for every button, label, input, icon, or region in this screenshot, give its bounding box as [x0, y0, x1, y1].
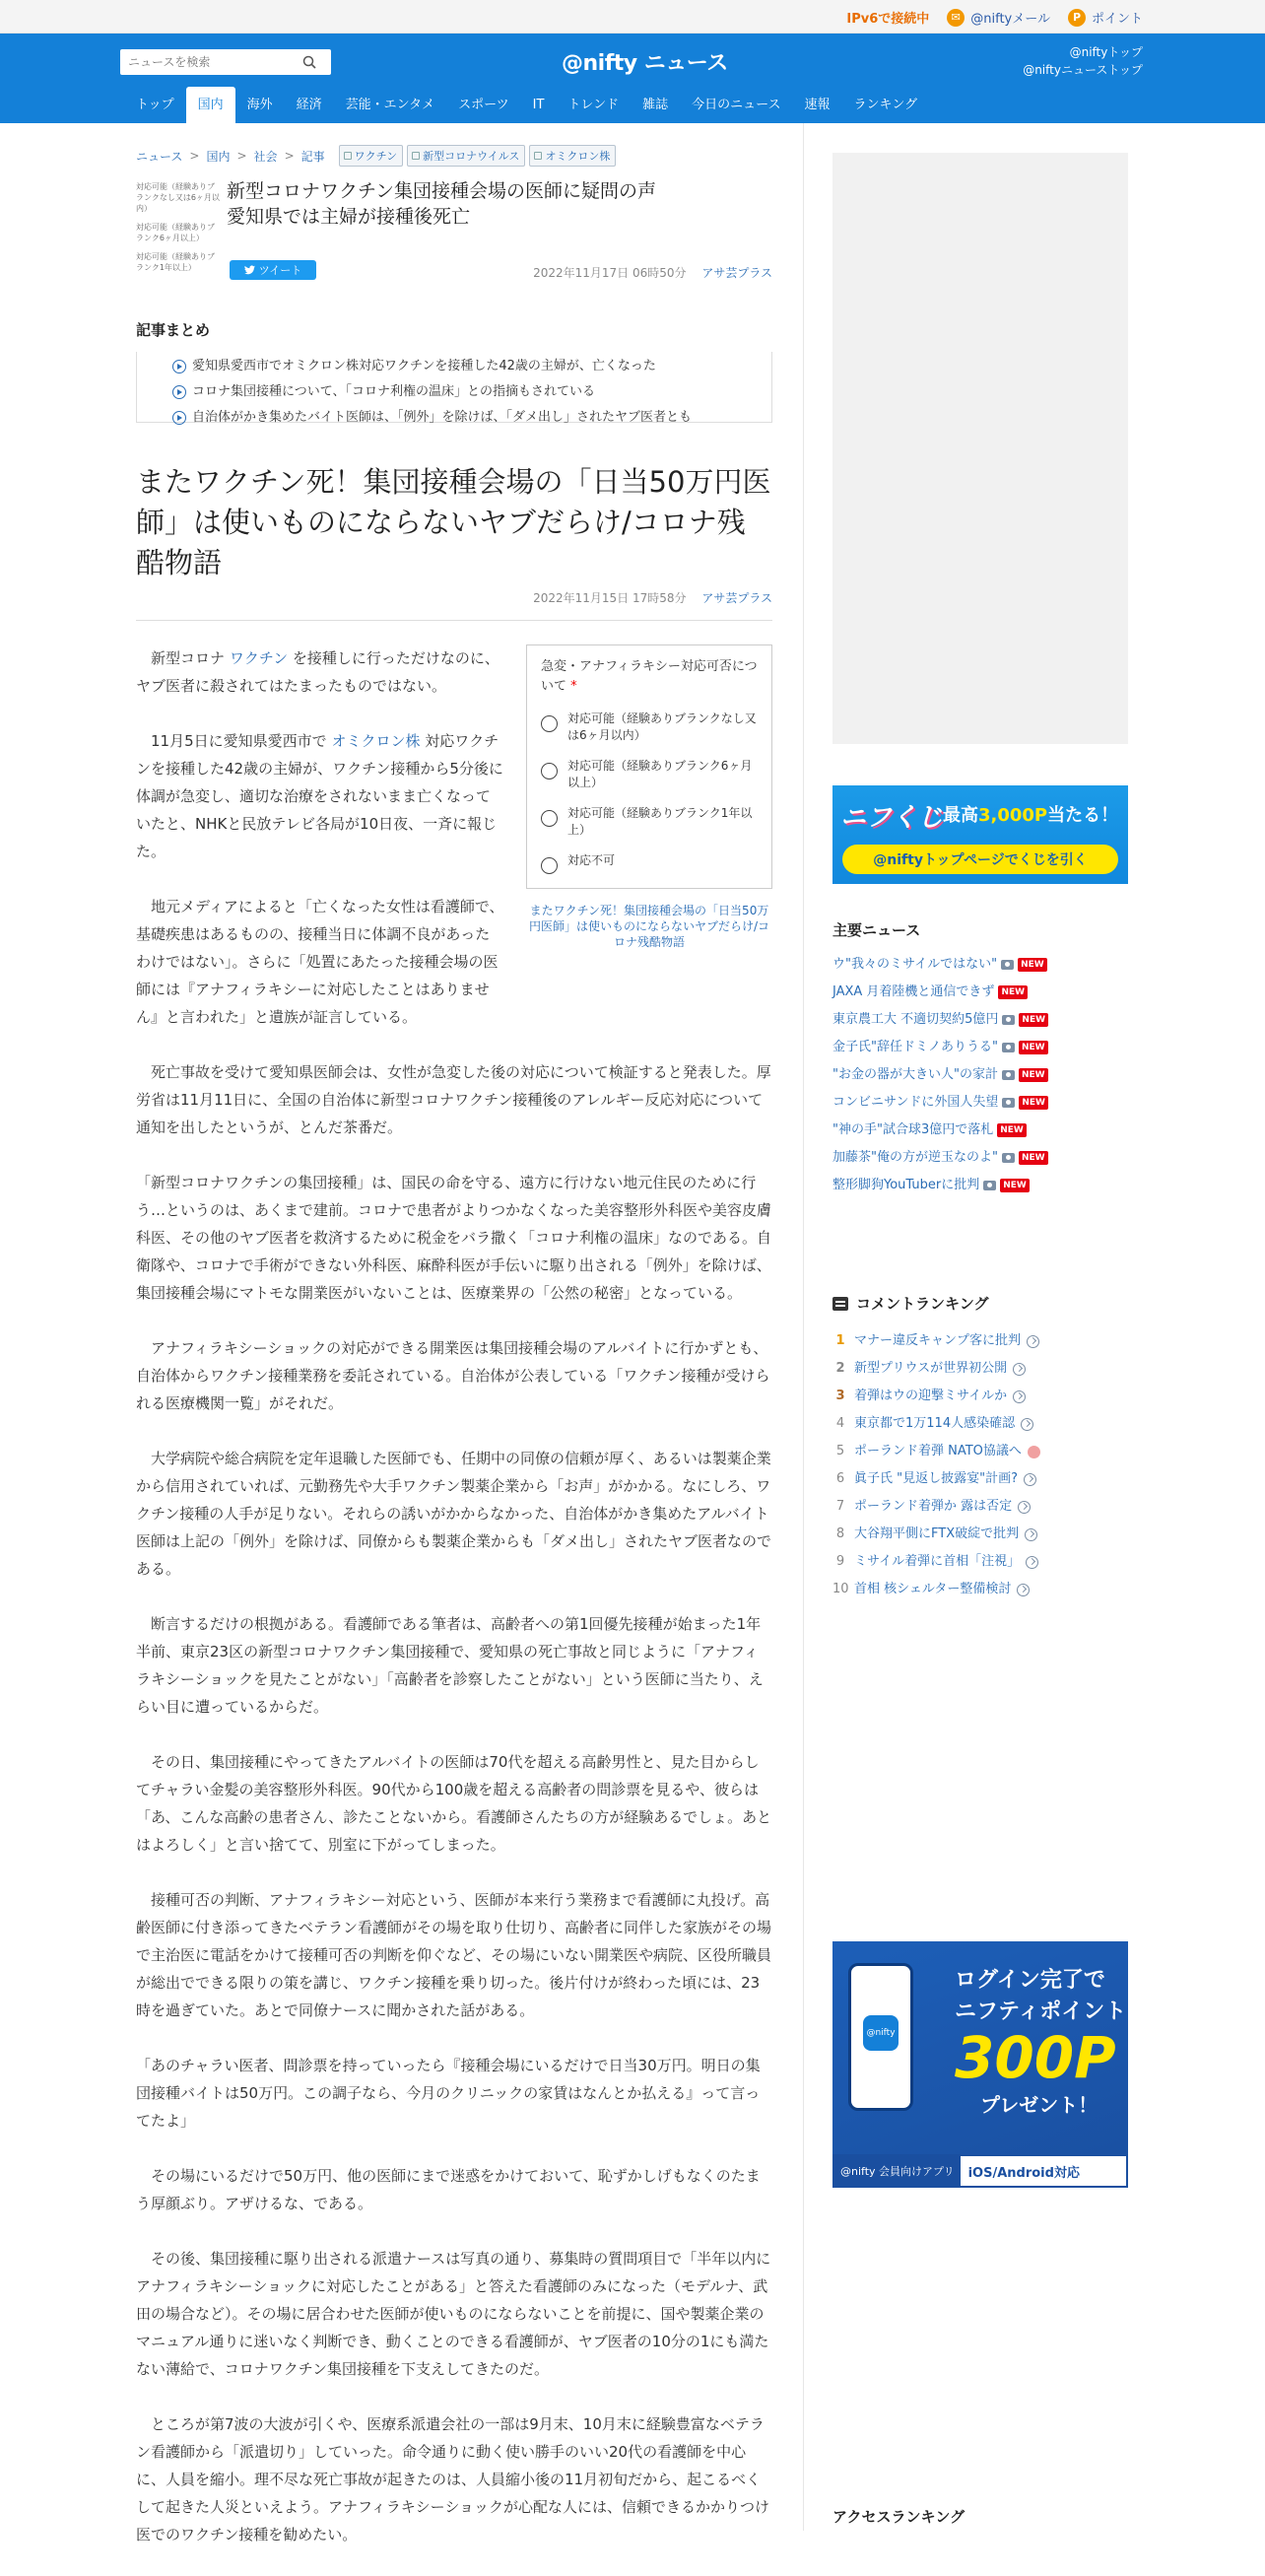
rank-number: 1 — [835, 1333, 845, 1348]
tag-label: オミクロン株 — [545, 150, 611, 163]
related-title-line1[interactable]: 新型コロナワクチン集団接種会場の医師に疑問の声 — [227, 180, 657, 202]
kuji-title: ニフくじ — [840, 803, 944, 833]
comment-icon — [832, 1297, 848, 1311]
article-image-poll[interactable] — [526, 644, 772, 950]
chevron-right-icon — [1013, 1363, 1026, 1376]
paragraph: 大学病院や総合病院を定年退職した医師でも、任期中の同僚の信頼が厚く、あるいは製薬企業から信用されていれば、元勤務先や大手ワクチン製薬企業から「お声」がかかる。なにしろ、ワクチン接種の人手が足りない。それらの誘いがかからなかった、自治体がかき集めたアルバイト医師は上記の「例外」を除けば、同僚からも製薬企業からも「ダメ出し」されたヤブ医者なのである。 — [136, 1450, 772, 1578]
rank-number: 9 — [835, 1554, 845, 1569]
nav-tab[interactable]: 国内 — [186, 87, 235, 123]
nifty-news-top-link[interactable]: @niftyニューストップ — [1023, 63, 1143, 77]
new-badge: NEW — [1000, 1179, 1030, 1192]
ranking-link[interactable]: ポーランド着弾か 露は否定 — [854, 1499, 1013, 1514]
news-item[interactable] — [832, 979, 1128, 1006]
news-item[interactable] — [832, 1006, 1128, 1034]
camera-icon — [1002, 1070, 1015, 1080]
new-badge: NEW — [1018, 958, 1047, 972]
phone-illustration — [848, 1963, 913, 2111]
article-source-link[interactable]: アサ芸プラス — [701, 591, 772, 605]
article-date: 2022年11月15日 17時58分 — [533, 591, 687, 605]
radio-button[interactable] — [541, 715, 558, 732]
camera-icon — [1002, 1043, 1015, 1052]
ranking-link[interactable]: 新型プリウスが世界初公開 — [854, 1361, 1008, 1376]
nav-tab[interactable]: 速報 — [804, 98, 831, 112]
paragraph: ところが第7波の大波が引くや、医療系派遣会社の一部は9月末、10月末に経験豊富なベテラン看護師から「派遣切り」していった。命令通りに動く使い勝手のいい20代の看護師を中心に、人員を縮小。理不尽な死亡事故が起きたのは、人員縮小後の11月初旬だから、起こるべくして起きた人災といえよう。アナフィラキシーショックが心配な人には、信頼できるかかりつけ医でのワクチン接種を勧めたい。 — [136, 2415, 770, 2543]
image-caption[interactable]: またワクチン死！集団接種会場の「日当50万円医師」は使いものにならないヤブだらけ/コロナ残酷物語 — [528, 904, 770, 949]
app-icon: @nifty — [863, 2015, 899, 2051]
main-news-heading: 主要ニュース — [832, 921, 921, 939]
tweet-button[interactable] — [230, 260, 316, 280]
paragraph: その後、集団接種に駆り出される派遣ナースは写真の通り、募集時の質問項目で「半年以内にアナフィラキシーショックに対応したことがある」と答えた看護師のみになった（モデルナ、武田の場合など）。その場に居合わせた医師が使いものにならないことを前提に、国や製薬企業のマニュアル通りに迷いなく判断でき、動くことのできる看護師が、ヤブ医者の10分の1にも満たない薄給で、コロナワクチン集団接種を下支えしてきたのだ。 — [136, 2250, 771, 2378]
paragraph: 「あのチャラい医者、問診票を持っていったら『接種会場にいるだけで日当30万円。明日の集団接種バイトは50万円。この調子なら、今月のクリニックの家賃はなんとか払える』って言ってたよ」 — [136, 2057, 761, 2130]
breadcrumb-separator: > — [284, 149, 295, 163]
related-source-link[interactable]: アサ芸プラス — [701, 266, 772, 280]
ranking-item[interactable] — [832, 1465, 1128, 1493]
rank-number: 8 — [835, 1526, 845, 1541]
chevron-right-icon — [1017, 1584, 1030, 1596]
paragraph: 断言するだけの根拠がある。看護師である筆者は、高齢者への第1回優先接種が始まった1年半前、東京23区の新型コロナワクチン集団接種で、愛知県の死亡事故と同じように「アナフィラキシーショックを見たことがない」「高齢者を診察したことがない」という医師に当たり、えらい目に遭っているからだ。 — [136, 1615, 764, 1716]
summary-heading: 記事まとめ — [136, 321, 211, 339]
nav-tab[interactable]: スポーツ — [458, 98, 509, 112]
news-link[interactable]: コンビニサンドに外国人失望 — [832, 1095, 999, 1110]
paragraph: 接種可否の判断、アナフィラキシー対応という、医師が本来行う業務まで看護師に丸投げ。高齢医師に付き添ってきたベテラン看護師がその場を取り仕切り、高齢者に同伴した家族がその場で主治医に電話をかけて接種可否の判断を仰ぐなど、その場にいない開業医や病院、区役所職員が総出でできる限りの策を講じ、ワクチン接種を乗り切った。後片付けが終わった頃には、23時を過ぎていた。あとで同僚ナースに聞かされた話がある。 — [136, 1891, 772, 2019]
ranking-item[interactable] — [832, 1355, 1128, 1383]
poll-option-label: 対応可能（経験ありブランクなし又は6ヶ月以内） — [567, 712, 757, 742]
chevron-right-icon — [1018, 1501, 1031, 1514]
tag-chip[interactable] — [339, 145, 403, 167]
nifty-mail-link[interactable] — [947, 8, 1050, 27]
main-news-list — [832, 951, 1128, 1199]
breadcrumb — [136, 145, 616, 167]
login-banner-points: 300P — [955, 2024, 1116, 2091]
point-label: ポイント — [1091, 12, 1143, 27]
ranking-link[interactable]: ポーランド着弾 NATO協議へ — [854, 1444, 1022, 1458]
ranking-item[interactable] — [832, 1327, 1128, 1355]
new-badge: NEW — [1019, 1096, 1048, 1110]
ranking-link[interactable]: 首相 核シェルター整備検討 — [854, 1582, 1012, 1596]
paragraph: 死亡事故を受けて愛知県医師会は、女性が急変した後の対応について検証すると発表した。厚労省は11月11日に、全国の自治体に新型コロナワクチン接種後のアレルギー反応対応について通知を出したというが、とんだ茶番だ。 — [136, 1063, 771, 1136]
radio-button[interactable] — [541, 763, 558, 780]
ranking-item[interactable] — [832, 1521, 1128, 1548]
summary-item[interactable] — [172, 405, 771, 431]
thumb-text: 対応可能（経験ありブランクなし又は6ヶ月以内） — [136, 182, 220, 213]
related-date-line — [533, 264, 772, 281]
ranking-item[interactable] — [832, 1438, 1128, 1465]
login-banner-text: ニフティポイント — [955, 2000, 1127, 2024]
camera-icon — [1002, 1098, 1015, 1108]
login-campaign-banner[interactable] — [832, 1941, 1128, 2188]
ranking-link[interactable]: マナー違反キャンプ客に批判 — [854, 1333, 1022, 1348]
nifukuji-banner[interactable] — [832, 785, 1128, 884]
related-article-title[interactable] — [227, 178, 749, 230]
camera-icon — [1001, 960, 1014, 970]
login-banner-text: プレゼント！ — [980, 2093, 1099, 2117]
site-logo[interactable]: @nifty ニュース — [562, 51, 728, 76]
tag-list — [339, 145, 617, 167]
keyword-link-omicron[interactable]: オミクロン株 — [331, 732, 421, 750]
summary-box — [136, 352, 772, 423]
article-date-line — [533, 589, 772, 606]
mail-label: @niftyメール — [970, 12, 1050, 27]
breadcrumb-separator: > — [236, 149, 247, 163]
divider — [136, 620, 772, 621]
poll-option[interactable] — [541, 711, 758, 744]
play-arrow-icon — [172, 360, 186, 373]
ranking-link[interactable]: 眞子氏 "見返し披露宴"計画? — [854, 1471, 1018, 1486]
paragraph: その場にいるだけで50万円、他の医師にまで迷惑をかけておいて、恥ずかしげもなくのたまう厚顔ぶり。アザけるな、である。 — [136, 2167, 761, 2212]
nav-tab[interactable]: ランキング — [853, 98, 918, 112]
mail-icon: ✉ — [947, 9, 965, 27]
new-badge: NEW — [1019, 1151, 1048, 1165]
news-item[interactable] — [832, 1117, 1128, 1144]
summary-item[interactable] — [172, 354, 771, 379]
site-header — [0, 34, 1265, 123]
play-arrow-icon — [172, 411, 186, 425]
new-badge: NEW — [1019, 1068, 1048, 1082]
news-item[interactable] — [832, 1034, 1128, 1061]
chevron-right-icon — [1025, 1528, 1037, 1541]
paragraph: アナフィラキシーショックの対応ができる開業医は集団接種会場のアルバイトに行かずとも、自治体からワクチン接種業務を委託されている。自治体が公表している「ワクチン接種が受けられる医療機関一覧」がそれだ。 — [136, 1339, 770, 1412]
rank-number: 5 — [835, 1444, 845, 1458]
summary-text: 自治体がかき集めたバイト医師は、「例外」を除けば、「ダメ出し」されたヤブ医者とも — [192, 410, 693, 425]
related-thumbnail[interactable] — [136, 181, 221, 281]
utility-bar — [0, 0, 1265, 34]
category-nav — [124, 87, 929, 123]
column-divider — [803, 123, 804, 2531]
ranking-link[interactable]: 着弾はウの迎撃ミサイルか — [854, 1389, 1008, 1403]
search-input[interactable] — [120, 50, 298, 74]
poll-box — [526, 644, 772, 889]
chevron-right-icon — [1024, 1473, 1036, 1486]
tag-label: 新型コロナウイルス — [423, 150, 520, 163]
chevron-right-icon — [1013, 1390, 1026, 1403]
new-badge: NEW — [998, 985, 1028, 999]
poll-option[interactable] — [541, 805, 758, 839]
tag-label: ワクチン — [354, 150, 398, 163]
poll-option-label: 対応可能（経験ありブランク6ヶ月以上） — [567, 759, 753, 789]
news-link[interactable]: 金子氏"辞任ドミノありうる" — [832, 1040, 998, 1054]
article-title: またワクチン死！集団接種会場の「日当50万円医師」は使いものにならないヤブだらけ/コロナ残酷物語 — [136, 465, 771, 579]
tag-chip[interactable] — [407, 145, 525, 167]
chevron-right-icon — [1026, 1556, 1038, 1569]
new-badge: NEW — [1019, 1013, 1048, 1027]
nav-tab[interactable]: 芸能・エンタメ — [345, 98, 435, 112]
play-arrow-icon — [172, 385, 186, 399]
breadcrumb-item[interactable]: 国内 — [206, 149, 231, 164]
kuji-button: @niftyトップページでくじを引く — [842, 845, 1118, 874]
rank-number: 3 — [835, 1389, 845, 1403]
news-link[interactable]: ウ"我々のミサイルではない" — [832, 957, 998, 972]
tag-icon — [344, 152, 352, 160]
twitter-icon — [244, 265, 255, 275]
rank-number: 2 — [835, 1361, 845, 1376]
rank-number: 7 — [835, 1499, 845, 1514]
tag-icon — [534, 152, 542, 160]
rank-number: 6 — [835, 1471, 845, 1486]
ranking-item[interactable] — [832, 1493, 1128, 1521]
news-item[interactable] — [832, 1144, 1128, 1172]
paragraph: 新型コロナ ワクチン を接種しに行っただけなのに、ヤブ医者に殺されてはたまったものではない。 — [136, 649, 499, 695]
poll-question: 急変・アナフィラキシー対応可否について * — [541, 659, 758, 694]
poll-option[interactable] — [541, 852, 758, 874]
rank-number: 4 — [835, 1416, 845, 1431]
chevron-right-icon — [1027, 1335, 1039, 1348]
news-link[interactable]: "お金の器が大きい人"の家計 — [832, 1067, 998, 1082]
kuji-sub: 最高3,000P当たる！ — [943, 805, 1119, 826]
news-link[interactable]: 加藤茶"俺の方が逆玉なのよ" — [832, 1150, 998, 1165]
nav-tab[interactable]: IT — [532, 98, 545, 112]
radio-button[interactable] — [541, 810, 558, 827]
thumb-text: 対応可能（経験ありブランク6ヶ月以上） — [136, 223, 215, 242]
access-ranking-heading: アクセスランキング — [832, 2508, 965, 2526]
login-banner-text: ログイン完了で — [955, 1968, 1105, 1993]
comment-ranking-heading: コメントランキング — [832, 1293, 989, 1314]
news-item[interactable] — [832, 951, 1128, 979]
ranking-item[interactable] — [832, 1410, 1128, 1438]
ranking-link[interactable]: 東京都で1万114人感染確認 — [854, 1416, 1016, 1431]
summary-item[interactable] — [172, 379, 771, 405]
ad-placeholder — [832, 153, 1128, 744]
breadcrumb-item[interactable]: ニュース — [136, 149, 183, 164]
radio-button[interactable] — [541, 857, 558, 874]
news-item[interactable] — [832, 1172, 1128, 1199]
poll-option-label: 対応不可 — [567, 853, 616, 867]
camera-icon — [983, 1181, 996, 1190]
ranking-item[interactable] — [832, 1548, 1128, 1576]
ranking-link[interactable]: ミサイル着弾に首相「注視」 — [854, 1554, 1021, 1569]
comment-ranking-list — [832, 1327, 1128, 1603]
login-banner-footer: @nifty 会員向けアプリ iOS/Android対応 — [832, 2154, 1128, 2188]
ranking-item[interactable] — [832, 1576, 1128, 1603]
nav-tab[interactable]: 経済 — [296, 98, 322, 112]
breadcrumb-separator: > — [189, 149, 200, 163]
point-icon: P — [1068, 9, 1086, 27]
camera-icon — [1002, 1153, 1015, 1163]
news-item[interactable] — [832, 1061, 1128, 1089]
news-link[interactable]: 東京農工大 不適切契約5億円 — [832, 1012, 999, 1027]
breadcrumb-item[interactable]: 記事 — [300, 149, 325, 164]
new-badge: NEW — [997, 1123, 1027, 1137]
summary-text: コロナ集団接種について、「コロナ利権の温床」との指摘もされている — [192, 384, 595, 399]
paragraph: 11月5日に愛知県愛西市で オミクロン株 対応ワクチンを接種した42歳の主婦が、ワクチン接種から5分後に体調が急変し、適切な治療をされないまま亡くなっていたと、NHKと民放テレビ各局が10日夜、一斉に報じた。 — [136, 732, 503, 860]
ranking-link[interactable]: 大谷翔平側にFTX破綻で批判 — [854, 1526, 1020, 1541]
nav-tab[interactable]: トレンド — [567, 98, 620, 112]
camera-icon — [1002, 1015, 1015, 1025]
search-box — [120, 49, 331, 75]
poll-option[interactable] — [541, 758, 758, 791]
poll-option-label: 対応可能（経験ありブランク1年以上） — [567, 806, 753, 837]
top-links — [1023, 43, 1143, 79]
news-link[interactable]: JAXA 月着陸機と通信できず — [832, 984, 995, 999]
rank-number: 10 — [832, 1582, 849, 1596]
ipv6-status: IPv6で接続中 — [846, 12, 930, 27]
summary-text: 愛知県愛西市でオミクロン株対応ワクチンを接種した42歳の主婦が、亡くなった — [192, 359, 656, 373]
tag-icon — [412, 152, 420, 160]
alert-icon — [1028, 1446, 1040, 1458]
nav-tab[interactable]: 海外 — [246, 98, 273, 112]
tag-chip[interactable] — [529, 145, 616, 167]
paragraph: その日、集団接種にやってきたアルバイトの医師は70代を超える高齢男性と、見た目からしてチャラい金髪の美容整形外科医。90代から100歳を超える高齢者の問診票を見るや、彼らは「あ、こんな高齢の患者さん、診たことないから。看護師さんたちの方が経験あるでしょ。あとはよろしく」と言い捨てて、別室に下がってしまった。 — [136, 1753, 772, 1854]
related-date: 2022年11月17日 06時50分 — [533, 266, 687, 280]
keyword-link-vaccine[interactable]: ワクチン — [229, 649, 289, 667]
nav-tab[interactable]: トップ — [136, 98, 174, 112]
new-badge: NEW — [1019, 1041, 1048, 1054]
news-link[interactable]: "神の手"試合球3億円で落札 — [832, 1122, 994, 1137]
nav-tab[interactable]: 雑誌 — [642, 98, 669, 112]
paragraph: 「新型コロナワクチンの集団接種」は、国民の命を守る、遠方に行けない地元住民のために行う…というのは、あくまで建前。コロナで患者がよりつかなくなった美容整形外科医や美容皮膚科医、その他のヤブ医者を救済するために税金をバラ撒く「コロナ利権の温床」なのである。自衛隊や、コロナで手術ができない外科医、麻酔科医が手伝いに駆り出される「例外」を除けば、集団接種会場にマトモな開業医がいないことは、医療業界の「公然の秘密」となっている。 — [136, 1174, 772, 1302]
ranking-item[interactable] — [832, 1383, 1128, 1410]
related-title-line2[interactable]: 愛知県では主婦が接種後死亡 — [227, 206, 471, 228]
nifty-top-link[interactable]: @niftyトップ — [1069, 45, 1143, 59]
tweet-label: ツイート — [258, 264, 302, 277]
nav-tab[interactable]: 今日のニュース — [692, 98, 781, 112]
search-icon[interactable] — [298, 50, 321, 74]
news-link[interactable]: 整形脚狗YouTuberに批判 — [832, 1178, 980, 1192]
news-item[interactable] — [832, 1089, 1128, 1117]
breadcrumb-item[interactable]: 社会 — [253, 149, 278, 164]
chevron-right-icon — [1021, 1418, 1033, 1431]
thumb-text: 対応可能（経験ありブランク1年以上） — [136, 252, 215, 272]
point-link[interactable] — [1068, 8, 1143, 27]
paragraph: 地元メディアによると「亡くなった女性は看護師で、基礎疾患はあるものの、接種当日に体調不良があったわけではない」。さらに「処置にあたった接種会場の医師には『アナフィラキシーに対応したことはありません』と言われた」と遺族が証言している。 — [136, 898, 504, 1026]
